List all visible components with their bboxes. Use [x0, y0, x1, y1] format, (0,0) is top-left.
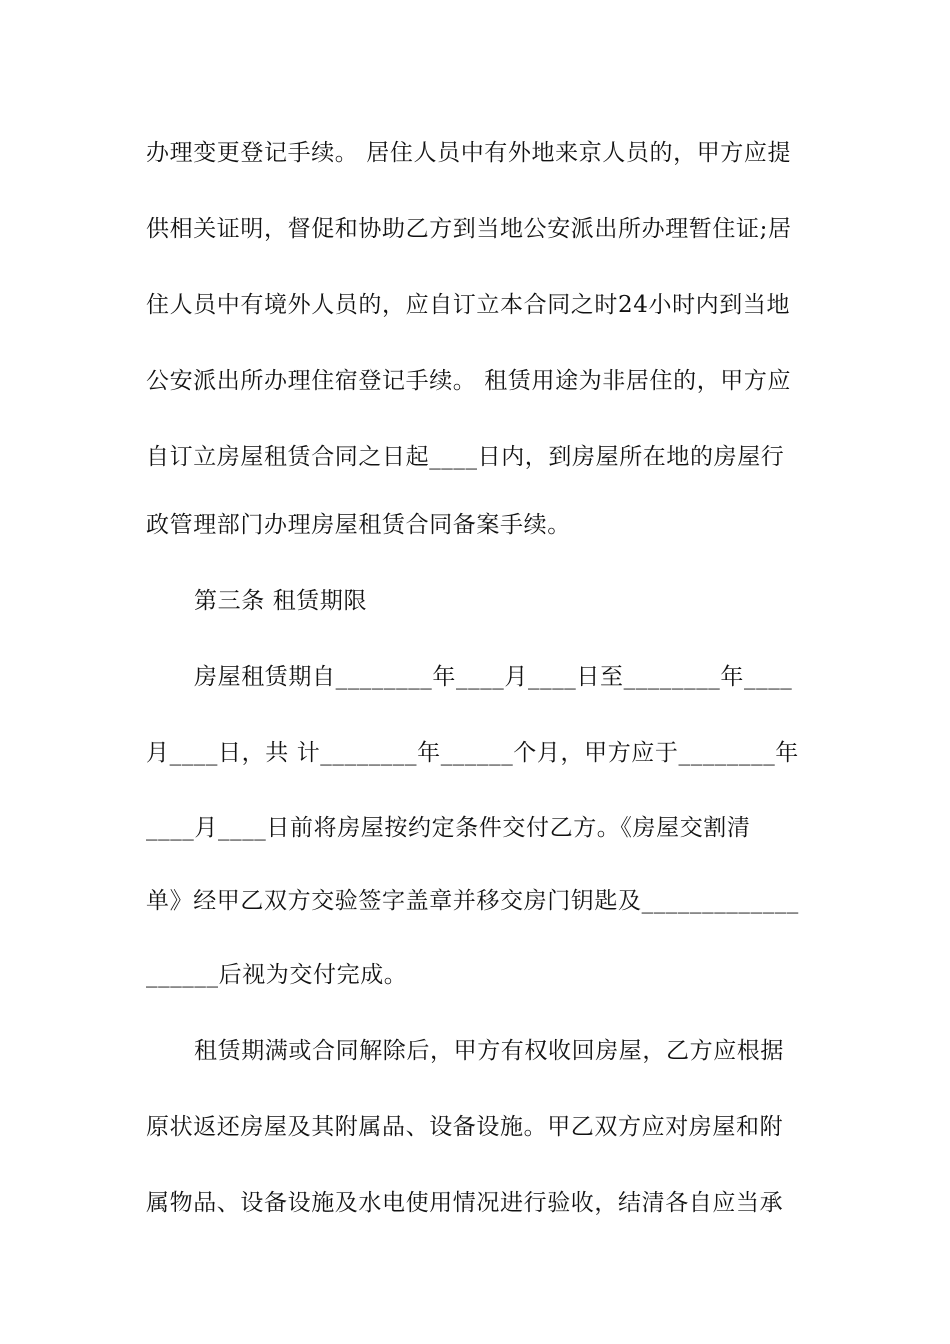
paragraph-line: 供相关证明，督促和协助乙方到当地公安派出所办理暂住证;居: [146, 216, 792, 242]
paragraph-line: 房屋租赁期自________年____月____日至________年____: [194, 664, 793, 690]
paragraph-line: ______后视为交付完成。: [146, 962, 408, 988]
paragraph-line: 月____日，共 计________年______个月，甲方应于________年: [146, 740, 799, 766]
paragraph-line: 属物品、设备设施及水电使用情况进行验收，结清各自应当承: [146, 1190, 784, 1216]
paragraph-line: 原状返还房屋及其附属品、设备设施。甲乙双方应对房屋和附: [146, 1114, 784, 1140]
paragraph-line: 单》经甲乙双方交验签字盖章并移交房门钥匙及_____________: [146, 888, 799, 914]
paragraph-line: 办理变更登记手续。 居住人员中有外地来京人员的，甲方应提: [146, 140, 792, 166]
section-heading: 第三条 租赁期限: [194, 588, 368, 614]
paragraph-line: ____月____日前将房屋按约定条件交付乙方。《房屋交割清: [146, 815, 751, 841]
paragraph-line: 住人员中有境外人员的，应自订立本合同之时24小时内到当地: [146, 292, 791, 318]
paragraph-line: 自订立房屋租赁合同之日起____日内，到房屋所在地的房屋行: [146, 444, 785, 470]
paragraph-line: 政管理部门办理房屋租赁合同备案手续。: [146, 512, 571, 538]
paragraph-line: 公安派出所办理住宿登记手续。 租赁用途为非居住的，甲方应: [146, 368, 792, 394]
paragraph-line: 租赁期满或合同解除后，甲方有权收回房屋，乙方应根据: [194, 1038, 784, 1064]
